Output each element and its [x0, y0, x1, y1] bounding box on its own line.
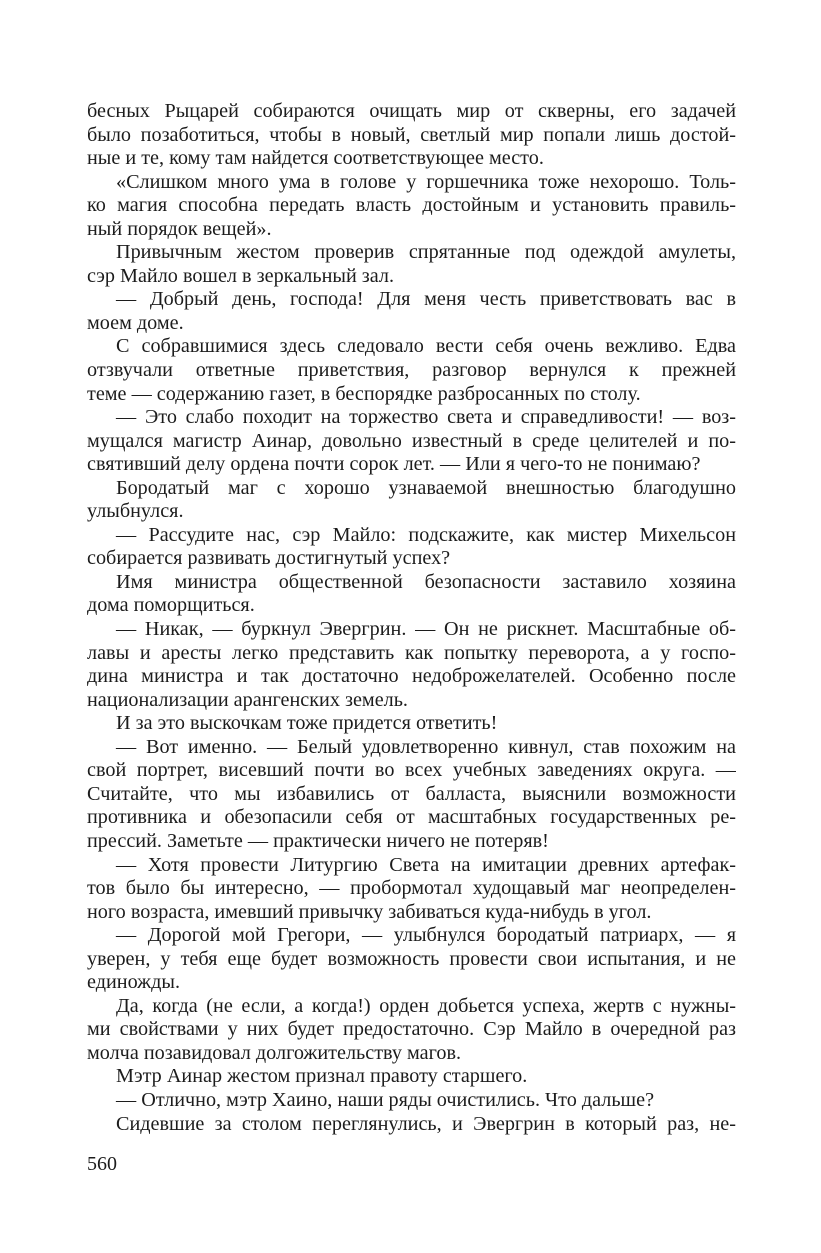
text-line: ми свойствами у них будет предостаточно. Сэр Майло в очередной раз — [87, 1018, 736, 1041]
text-line: С собравшимися здесь следовало вести себя очень вежливо. Едва — [116, 335, 736, 358]
text-line: дина министра и так достаточно недоброжелателей. Особенно после — [87, 665, 736, 688]
text-line: бесных Рыцарей собираются очищать мир от скверны, его задачей — [87, 100, 736, 122]
text-line: — Это слабо походит на торжество света и справедливости! — воз- — [116, 406, 736, 429]
text-line: — Добрый день, господа! Для меня честь приветствовать вас в — [116, 288, 736, 311]
text-line: дома поморщиться. — [87, 594, 255, 617]
text-line: — Дорогой мой Грегори, — улыбнулся бородатый патриарх, — я — [116, 924, 736, 947]
text-line: — Отлично, мэтр Хаино, наши ряды очистились. Что дальше? — [116, 1088, 655, 1111]
text-line: мущался магистр Аинар, довольно известный в среде целителей и по- — [87, 429, 736, 452]
text-line: уверен, у тебя еще будет возможность провести свои испытания, и не — [87, 947, 736, 970]
text-line: молча позавидовал долгожительству магов. — [87, 1041, 462, 1064]
text-line: — Рассудите нас, сэр Майло: подскажите, как мистер Михельсон — [116, 523, 736, 546]
text-line: — Вот именно. — Белый удовлетворенно кивнул, став похожим на — [116, 735, 736, 758]
text-line: ные и те, кому там найдется соответствующее место. — [87, 147, 544, 170]
text-line: Считайте, что мы избавились от балласта, выяснили возможности — [87, 782, 736, 805]
text-line: Имя министра общественной безопасности заставило хозяина — [116, 570, 736, 593]
text-line: моем доме. — [87, 311, 184, 334]
text-line: лавы и аресты легко представить как попытку переворота, а у госпо- — [87, 641, 736, 664]
text-line: ко магия способна передать власть достойным и установить правиль- — [87, 194, 736, 217]
text-line: отзвучали ответные приветствия, разговор вернулся к прежней — [87, 359, 736, 382]
text-line: ного возраста, имевший привычку забиваться куда-нибудь в угол. — [87, 900, 652, 923]
text-line: прессий. Заметьте — практически ничего не потеряв! — [87, 829, 549, 852]
book-page-body — [87, 100, 736, 1136]
text-line: Да, когда (не если, а когда!) орден добьется успеха, жертв с нужны- — [116, 994, 736, 1017]
text-line: свой портрет, висевший почти во всех учебных заведениях округа. — — [87, 759, 736, 782]
text-line: — Никак, — буркнул Эвергрин. — Он не рискнет. Масштабные об- — [116, 618, 736, 641]
text-line: святивший делу ордена почти сорок лет. — Или я чего-то не понимаю? — [87, 453, 701, 476]
text-line: «Слишком много ума в голове у горшечника тоже нехорошо. Толь- — [116, 170, 736, 193]
text-line: Бородатый маг с хорошо узнаваемой внешностью благодушно — [116, 476, 736, 499]
page-number: 560 — [87, 1153, 117, 1175]
text-line: Привычным жестом проверив спрятанные под одеждой амулеты, — [116, 241, 736, 264]
text-line: улыбнулся. — [87, 500, 184, 523]
text-line: теме — содержанию газет, в беспорядке разбросанных по столу. — [87, 382, 641, 405]
text-line: ный порядок вещей». — [87, 217, 272, 240]
text-line: Сидевшие за столом переглянулись, и Эвергрин в который раз, не- — [116, 1112, 736, 1135]
text-line: тов было бы интересно, — пробормотал худощавый маг неопределен- — [87, 877, 736, 900]
text-line: было позаботиться, чтобы в новый, светлый мир попали лишь достой- — [87, 123, 736, 146]
text-line: — Хотя провести Литургию Света на имитации древних артефак- — [116, 853, 736, 876]
text-line: противника и обезопасили себя от масштабных государственных ре- — [87, 806, 736, 829]
text-line: единожды. — [87, 971, 180, 994]
text-line: национализации арангенских земель. — [87, 688, 408, 711]
text-line: И за это выскочкам тоже придется ответить! — [116, 712, 498, 735]
text-line: сэр Майло вошел в зеркальный зал. — [87, 264, 395, 287]
text-line: собирается развивать достигнутый успех? — [87, 547, 451, 570]
text-line: Мэтр Аинар жестом признал правоту старшего. — [116, 1065, 528, 1088]
